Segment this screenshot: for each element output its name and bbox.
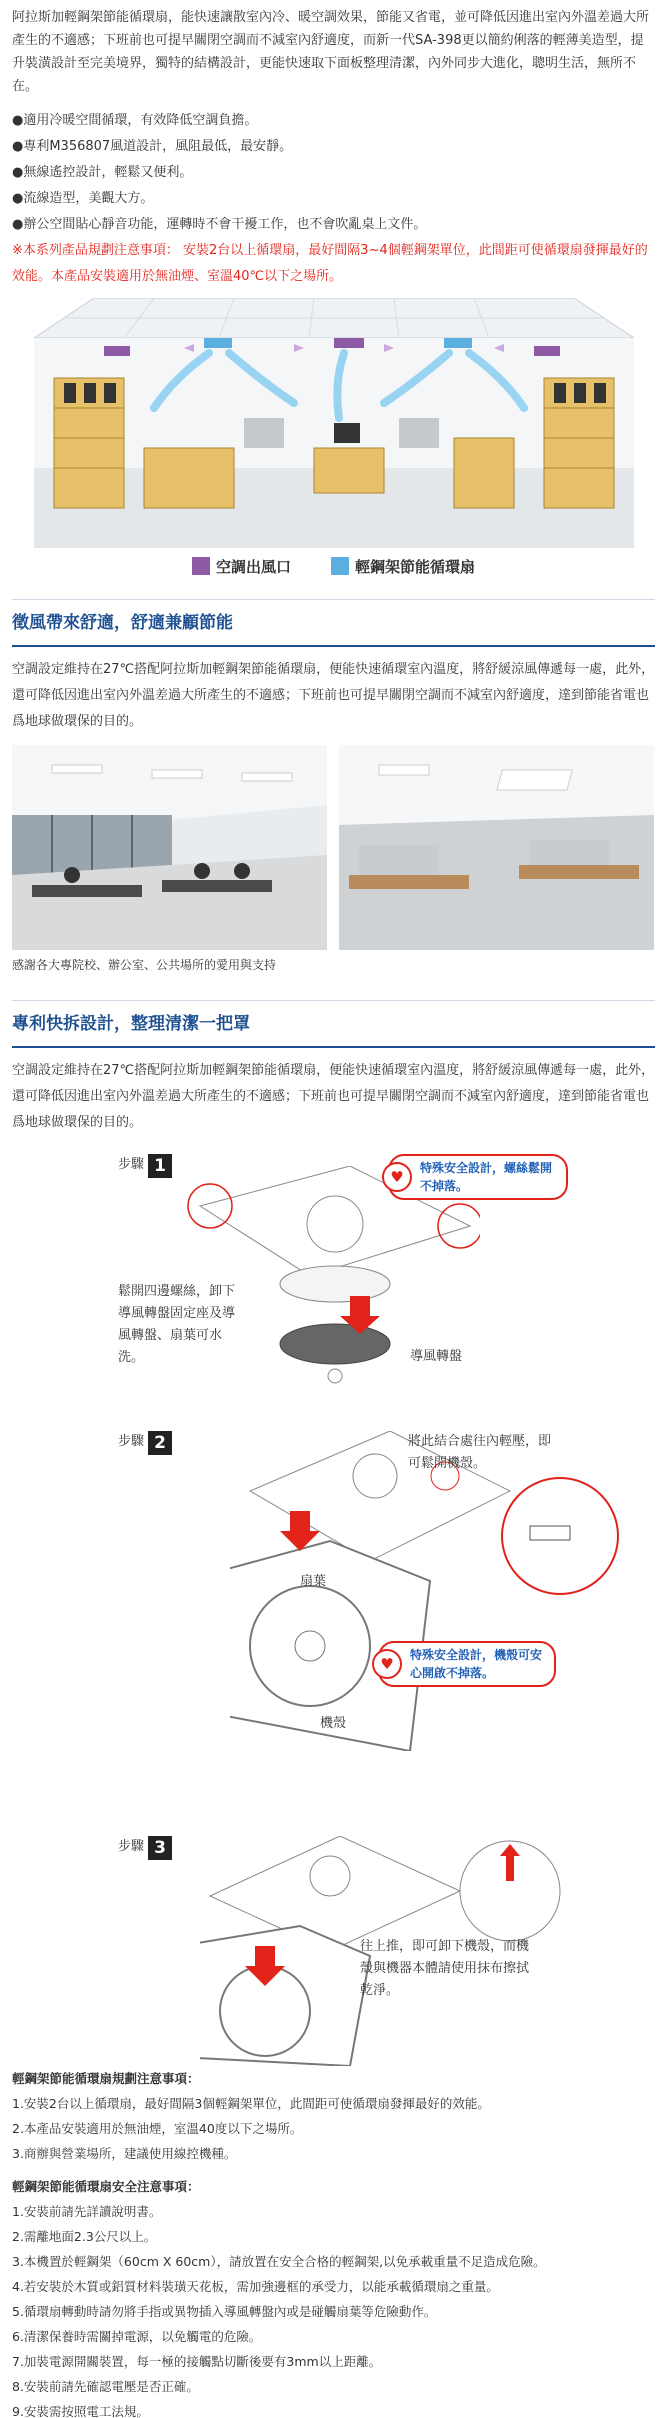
badge-text: 特殊安全設計，機殼可安心開啟不掉落。 xyxy=(410,1647,543,1680)
planning-notes xyxy=(0,2066,667,2166)
safety-note-item: 3.本機置於輕鋼架（60cm X 60cm），請放置在安全合格的輕鋼架,以免承載重量不足造成危險。 xyxy=(12,2253,546,2269)
step-3-label xyxy=(118,1836,172,1860)
ac-outlet-left xyxy=(104,346,130,356)
circulation-fan-left xyxy=(204,338,232,348)
part-label-blade: 扇葉 xyxy=(300,1573,327,1589)
badge-text: 特殊安全設計，螺絲鬆開不掉落。 xyxy=(420,1160,553,1193)
photo-office xyxy=(339,745,654,950)
diagram-legend xyxy=(0,556,667,579)
office-image xyxy=(339,745,654,950)
step-1-note: 鬆開四邊螺絲，卸下導風轉盤固定座及導風轉盤、扇葉可水洗。 xyxy=(118,1283,236,1365)
section-title-comfort: 徵風帶來舒適，舒適兼顧節能 xyxy=(12,610,655,646)
step-2-note: 將此結合處往內輕壓，即可鬆開機殼。 xyxy=(408,1433,552,1471)
feature-list xyxy=(0,98,667,290)
legend-ac-outlet xyxy=(192,556,291,579)
feature-item: ●專利M356807風道設計，風阻最低，最安靜。 xyxy=(12,139,293,154)
section-body-quick-release: 空調設定維持在27℃搭配阿拉斯加輕鋼架節能循環扇，便能快速循環室內溫度，將舒緩涼風傳遞每一處，此外，還可降低因進出室內外溫差過大所產生的不適感；下班前也可提早關閉空調而不減室內舒適度，達到節能省電也爲地球做環保的目的。 xyxy=(12,1062,655,1130)
part-label-deflector: 導風轉盤 xyxy=(410,1348,463,1364)
step-3-note: 往上推，即可卸下機殼，而機殼與機器本體請使用抹布擦拭乾淨。 xyxy=(360,1938,530,1998)
step-2-safety-badge xyxy=(378,1641,556,1687)
step-word: 步驟 xyxy=(118,1434,145,1450)
photo-study-room xyxy=(12,745,327,950)
feature-item: ●適用冷暖空間循環，有效降低空調負擔。 xyxy=(12,113,258,128)
part-label-housing: 機殼 xyxy=(320,1715,347,1731)
airflow-illustration xyxy=(34,298,634,548)
safety-note-item: 6.清潔保養時需關掉電源，以免觸電的危險。 xyxy=(12,2328,262,2344)
safety-note-item: 2.需離地面2.3公尺以上。 xyxy=(12,2228,157,2244)
step-2-label xyxy=(118,1431,172,1455)
legend-fan xyxy=(331,556,475,579)
step-number: 2 xyxy=(148,1431,172,1455)
planning-note-item: 1.安裝2台以上循環扇，最好間隔3個輕鋼架單位，此間距可使循環扇發揮最好的效能。 xyxy=(12,2095,490,2111)
office-photos xyxy=(0,735,667,950)
safety-note-item: 4.若安裝於木質或鋁質材料裝璜天花板，需加強邊框的承受力，以能承載循環扇之重量。 xyxy=(12,2278,499,2294)
legend-label: 輕鋼架節能循環扇 xyxy=(355,558,476,576)
heart-icon: ♥ xyxy=(372,1649,402,1679)
divider xyxy=(12,1000,655,1001)
safety-note-item: 7.加裝電源開關裝置，每一極的接觸點切斷後要有3mm以上距離。 xyxy=(12,2353,382,2369)
step-word: 步驟 xyxy=(118,1157,145,1173)
planning-warning: ※本系列產品規劃注意事項： 安裝2台以上循環扇，最好間隔3~4個輕鋼架單位，此間距可使循環扇發揮最好的效能。本產品安裝適用於無油煙、室溫40℃以下之場所。 xyxy=(12,243,648,284)
feature-item: ●流線造型，美觀大方。 xyxy=(12,191,154,206)
step-2-diagram xyxy=(230,1431,630,1751)
safety-note-item: 9.安裝需按照電工法規。 xyxy=(12,2403,149,2418)
study-room-image xyxy=(12,745,327,950)
planning-note-item: 3.商辦與營業場所，建議使用線控機種。 xyxy=(12,2145,237,2161)
legend-label: 空調出風口 xyxy=(215,558,291,576)
intro-paragraph: 阿拉斯加輕鋼架節能循環扇，能快速讓散室內冷、暖空調效果，節能又省電，並可降低因進出室內外溫差過大所產生的不適感；下班前也可提早關閉空調而不減室內舒適度，而新一代SA-398更以簡約俐落的輕薄美造型，提升裝潢設計至完美境界，獨特的結構設計，更能快速取下面板整理清潔，內外同步大進化，聰明生活，無所不在。 xyxy=(12,10,650,94)
step-word: 步驟 xyxy=(118,1839,145,1855)
disassembly-steps xyxy=(0,1146,667,2066)
step-number: 3 xyxy=(148,1836,172,1860)
circulation-fan-right xyxy=(444,338,472,348)
step-1-label xyxy=(118,1154,172,1178)
step-1-safety-badge xyxy=(388,1154,568,1200)
safety-note-item: 8.安裝前請先確認電壓是否正確。 xyxy=(12,2378,199,2394)
section-body-comfort: 空調設定維持在27℃搭配阿拉斯加輕鋼架節能循環扇，便能快速循環室內溫度，將舒緩涼風傳遞每一處，此外，還可降低因進出室內外溫差過大所產生的不適感；下班前也可提早關閉空調而不減室內舒適度，達到節能省電也爲地球做環保的目的。 xyxy=(12,661,655,729)
safety-notes xyxy=(0,2174,667,2418)
legend-swatch-purple xyxy=(192,557,210,575)
planning-note-item: 2.本產品安裝適用於無油煙，室溫40度以下之場所。 xyxy=(12,2120,303,2136)
planning-notes-title: 輕鋼架節能循環扇規劃注意事項： xyxy=(12,2070,200,2086)
feature-item: ●無線遙控設計，輕鬆又便利。 xyxy=(12,165,193,180)
photo-caption: 感謝各大專院校、辦公室、公共場所的愛用與支持 xyxy=(12,957,277,972)
office-airflow-diagram xyxy=(34,298,634,548)
heart-icon: ♥ xyxy=(382,1162,412,1192)
section-title-quick-release: 專利快拆設計，整理清潔一把罩 xyxy=(12,1011,655,1047)
ac-outlet-center xyxy=(334,338,364,348)
safety-note-item: 5.循環扇轉動時請勿將手指或異物插入導風轉盤內或是碰觸扇葉等危險動作。 xyxy=(12,2303,437,2319)
feature-item: ●辦公空間貼心靜音功能，運轉時不會干擾工作，也不會吹亂桌上文件。 xyxy=(12,217,427,232)
ac-outlet-right xyxy=(534,346,560,356)
safety-notes-title: 輕鋼架節能循環扇安全注意事項： xyxy=(12,2178,200,2194)
divider xyxy=(12,599,655,600)
safety-note-item: 1.安裝前請先詳讀說明書。 xyxy=(12,2203,162,2219)
legend-swatch-blue xyxy=(331,557,349,575)
step-number: 1 xyxy=(148,1154,172,1178)
